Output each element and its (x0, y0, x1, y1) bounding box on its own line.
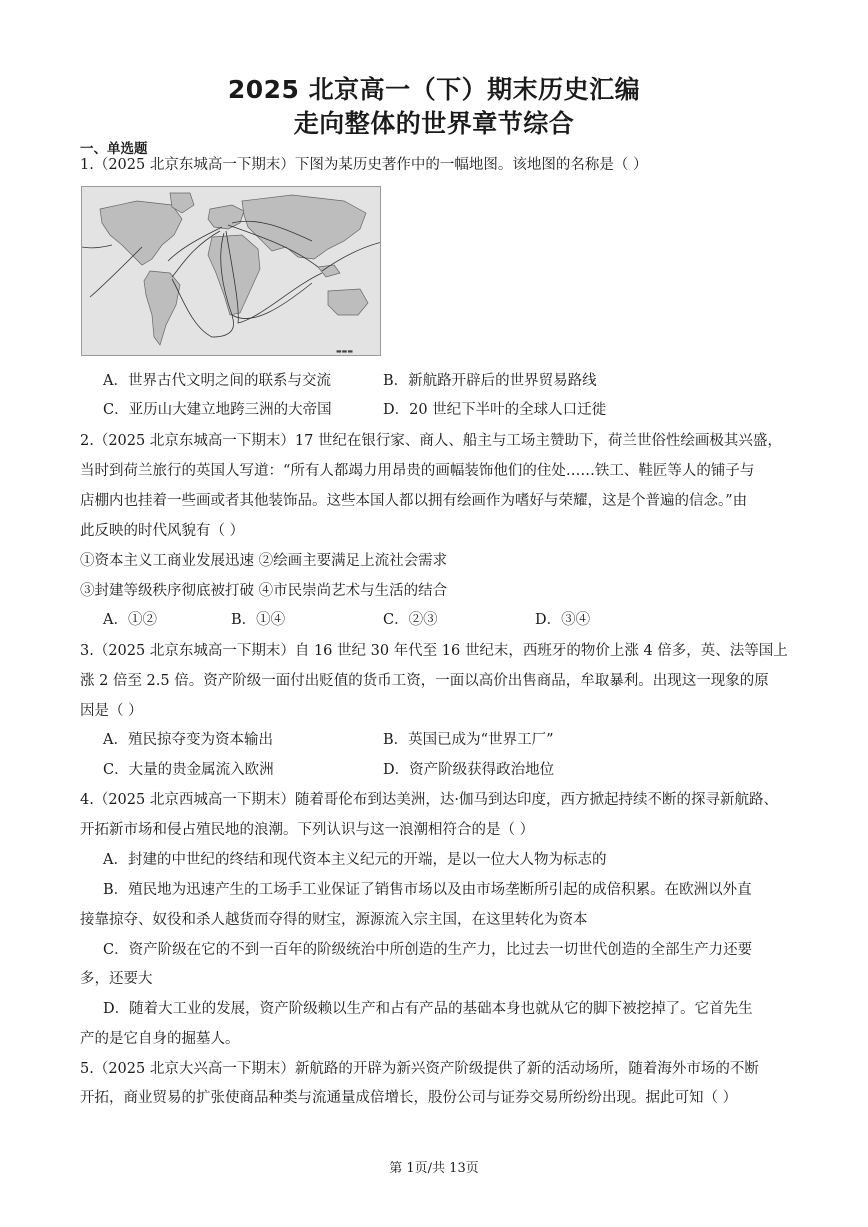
q3-stem-line-2: 涨 2 倍至 2.5 倍。资产阶级一面付出贬值的货币工资，一面以高价出售商品，牟取暴利。出现这一现象的原 (80, 673, 769, 689)
q3-option-b[interactable]: B．英国已成为“世界工厂” (383, 732, 554, 748)
q2-option-b[interactable]: B．①④ (231, 612, 286, 628)
q3-stem-line-1: 3.（2025 北京东城高一下期末）自 16 世纪 30 年代至 16 世纪末，西班牙的物价上涨 4 倍多，英、法等国上 (80, 643, 788, 659)
q1-option-b[interactable]: B．新航路开辟后的世界贸易路线 (383, 373, 597, 389)
q1-option-c[interactable]: C．亚历山大建立地跨三洲的大帝国 (103, 402, 332, 418)
q1-option-a[interactable]: A．世界古代文明之间的联系与交流 (103, 373, 331, 389)
world-trade-route-map (81, 186, 381, 356)
section-label: 一、单选题 (80, 141, 148, 157)
q4-stem-line-2: 开拓新市场和侵占殖民地的浪潮。下列认识与这一浪潮相符合的是（ ） (80, 822, 535, 838)
q2-statements-2: ③封建等级秩序彻底被打破 ④市民崇尚艺术与生活的结合 (80, 583, 448, 599)
world-map-image (82, 187, 381, 356)
q3-option-c[interactable]: C．大量的贵金属流入欧洲 (103, 762, 274, 778)
q2-stem-line-1: 2.（2025 北京东城高一下期末）17 世纪在银行家、商人、船主与工场主赞助下，荷兰世俗性绘画极其兴盛， (80, 433, 782, 449)
q4-option-c[interactable]: C．资产阶级在它的不到一百年的阶级统治中所创造的生产力，比过去一切世代创造的全部生产力还要 (103, 942, 753, 958)
q2-option-c[interactable]: C．②③ (383, 612, 438, 628)
q4-option-b[interactable]: B．殖民地为迅速产生的工场手工业保证了销售市场以及由市场垄断所引起的成倍积累。在欧洲以外直 (103, 882, 752, 898)
q2-stem-line-2: 当时到荷兰旅行的英国人写道：“所有人都竭力用昂贵的画幅装饰他们的住处……铁工、鞋匠等人的铺子与 (80, 463, 755, 479)
q4-option-d[interactable]: D．随着大工业的发展，资产阶级赖以生产和占有产品的基础本身也就从它的脚下被挖掉了。它首先生 (103, 1001, 753, 1017)
q4-stem-line-1: 4.（2025 北京西城高一下期末）随着哥伦布到达美洲，达·伽马到达印度，西方掀起持续不断的探寻新航路、 (80, 792, 778, 808)
q4-option-a[interactable]: A．封建的中世纪的终结和现代资本主义纪元的开端，是以一位大人物为标志的 (103, 852, 607, 868)
page-title: 2025 北京高一（下）期末历史汇编 (227, 75, 641, 104)
q2-stem-line-3: 店棚内也挂着一些画或者其他装饰品。这些本国人都以拥有绘画作为嗜好与荣耀，这是个普遍的信念。”由 (80, 493, 748, 509)
q2-option-d[interactable]: D．③④ (535, 612, 591, 628)
q3-stem-line-3: 因是（ ） (80, 703, 143, 719)
q5-stem-line-1: 5.（2025 北京大兴高一下期末）新航路的开辟为新兴资产阶级提供了新的活动场所，随着海外市场的不断 (80, 1061, 759, 1077)
page-footer: 第 1页/共 13页 (389, 1161, 479, 1176)
q2-stem-line-4: 此反映的时代风貌有（ ） (80, 523, 245, 539)
page-subtitle: 走向整体的世界章节综合 (293, 109, 575, 138)
q4-option-d-cont: 产的是它自身的掘墓人。 (80, 1031, 240, 1047)
q3-option-d[interactable]: D．资产阶级获得政治地位 (383, 762, 555, 778)
q2-option-a[interactable]: A．①② (103, 612, 157, 628)
q1-option-d[interactable]: D．20 世纪下半叶的全球人口迁徙 (383, 402, 607, 418)
svg-text:▬▬▬: ▬▬▬ (336, 348, 354, 355)
q3-option-a[interactable]: A．殖民掠夺变为资本输出 (103, 732, 273, 748)
q2-statements-1: ①资本主义工商业发展迅速 ②绘画主要满足上流社会需求 (80, 553, 448, 569)
q1-stem: 1.（2025 北京东城高一下期末）下图为某历史著作中的一幅地图。该地图的名称是（ ） (80, 157, 648, 173)
q4-option-c-cont: 多，还要大 (80, 971, 153, 987)
q4-option-b-cont: 接靠掠夺、奴役和杀人越货而夺得的财宝，源源流入宗主国，在这里转化为资本 (80, 912, 588, 928)
q5-stem-line-2: 开拓，商业贸易的扩张使商品种类与流通量成倍增长，股份公司与证券交易所纷纷出现。据此可知（ ） (80, 1090, 738, 1106)
